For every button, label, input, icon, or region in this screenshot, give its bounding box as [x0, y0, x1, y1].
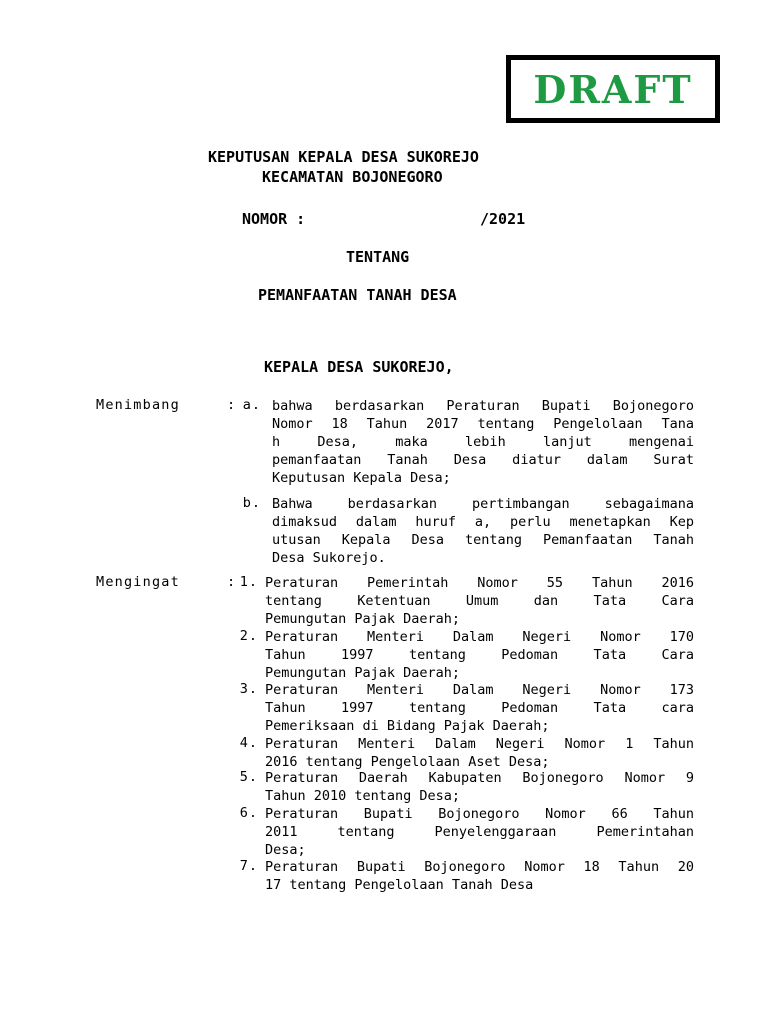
mengingat-item-line: Desa; — [265, 842, 306, 858]
mengingat-colon: : — [227, 574, 237, 590]
mengingat-item-marker: 3. — [239, 681, 258, 697]
mengingat-item-line: Peraturan Daerah Kabupaten Bojonegoro Nomor 9 — [265, 770, 694, 786]
mengingat-item-text — [265, 858, 694, 894]
mengingat-item-line: Peraturan Menteri Dalam Negeri Nomor 1 Tahun — [265, 736, 694, 752]
mengingat-item-line: 2016 tentang Pengelolaan Aset Desa; — [265, 754, 550, 770]
menimbang-item-line: pemanfaatan Tanah Desa diatur dalam Surat — [272, 452, 694, 468]
menimbang-item-marker: b. — [242, 495, 261, 511]
menimbang-item-line: utusan Kepala Desa tentang Pemanfaatan Tanah — [272, 532, 694, 548]
menimbang-item-marker: a. — [242, 397, 261, 413]
decree-subject: PEMANFAATAN TANAH DESA — [258, 286, 457, 304]
menimbang-item-line: Keputusan Kepala Desa; — [272, 470, 451, 486]
menimbang-item-line: Bahwa berdasarkan pertimbangan sebagaimana — [272, 496, 694, 512]
heading-district: KECAMATAN BOJONEGORO — [262, 168, 443, 186]
mengingat-item-line: Peraturan Bupati Bojonegoro Nomor 18 Tahun 20 — [265, 859, 694, 875]
mengingat-item-line: 2011 tentang Penyelenggaraan Pemerintahan — [265, 824, 694, 840]
mengingat-item-text — [265, 735, 694, 771]
mengingat-item-line: Pemungutan Pajak Daerah; — [265, 611, 461, 627]
tentang-label: TENTANG — [346, 248, 410, 266]
menimbang-item-line: Nomor 18 Tahun 2017 tentang Pengelolaan Tana — [272, 416, 694, 432]
mengingat-item-marker: 1. — [239, 574, 258, 590]
mengingat-item-line: Tahun 1997 tentang Pedoman Tata Cara — [265, 647, 694, 663]
mengingat-item-line: Peraturan Bupati Bojonegoro Nomor 66 Tahun — [265, 806, 694, 822]
mengingat-item-text — [265, 628, 694, 682]
mengingat-item-marker: 7. — [239, 858, 258, 874]
nomor-label: NOMOR : — [242, 210, 306, 228]
mengingat-item-line: tentang Ketentuan Umum dan Tata Cara — [265, 593, 694, 609]
mengingat-item-line: Pemeriksaan di Bidang Pajak Daerah; — [265, 718, 550, 734]
menimbang-item-text — [272, 495, 694, 567]
menimbang-label: Menimbang — [96, 397, 180, 413]
mengingat-item-marker: 2. — [239, 628, 258, 644]
mengingat-item-marker: 4. — [239, 735, 258, 751]
mengingat-item-line: Peraturan Pemerintah Nomor 55 Tahun 2016 — [265, 575, 694, 591]
mengingat-item-line: Tahun 2010 tentang Desa; — [265, 788, 461, 804]
mengingat-item-line: Peraturan Menteri Dalam Negeri Nomor 173 — [265, 682, 694, 698]
nomor-value: /2021 — [480, 210, 526, 228]
authority-title: KEPALA DESA SUKOREJO, — [264, 358, 454, 376]
mengingat-item-text — [265, 805, 694, 859]
draft-stamp-text: DRAFT — [533, 66, 693, 112]
mengingat-item-text — [265, 681, 694, 735]
draft-stamp — [506, 55, 720, 123]
menimbang-item-line: bahwa berdasarkan Peraturan Bupati Bojonegoro — [272, 398, 694, 414]
mengingat-item-marker: 6. — [239, 805, 258, 821]
menimbang-item-line: Desa Sukorejo. — [272, 550, 386, 566]
menimbang-item-line: h Desa, maka lebih lanjut mengenai — [272, 434, 694, 450]
mengingat-item-line: 17 tentang Pengelolaan Tanah Desa — [265, 877, 534, 893]
heading-title: KEPUTUSAN KEPALA DESA SUKOREJO — [208, 148, 479, 166]
mengingat-item-text — [265, 574, 694, 628]
mengingat-label: Mengingat — [96, 574, 180, 590]
mengingat-item-text — [265, 769, 694, 805]
mengingat-item-marker: 5. — [239, 769, 258, 785]
menimbang-item-text — [272, 397, 694, 487]
mengingat-item-line: Peraturan Menteri Dalam Negeri Nomor 170 — [265, 629, 694, 645]
menimbang-item-line: dimaksud dalam huruf a, perlu menetapkan Kep — [272, 514, 694, 530]
mengingat-item-line: Tahun 1997 tentang Pedoman Tata cara — [265, 700, 694, 716]
mengingat-item-line: Pemungutan Pajak Daerah; — [265, 665, 461, 681]
menimbang-colon: : — [227, 397, 237, 413]
